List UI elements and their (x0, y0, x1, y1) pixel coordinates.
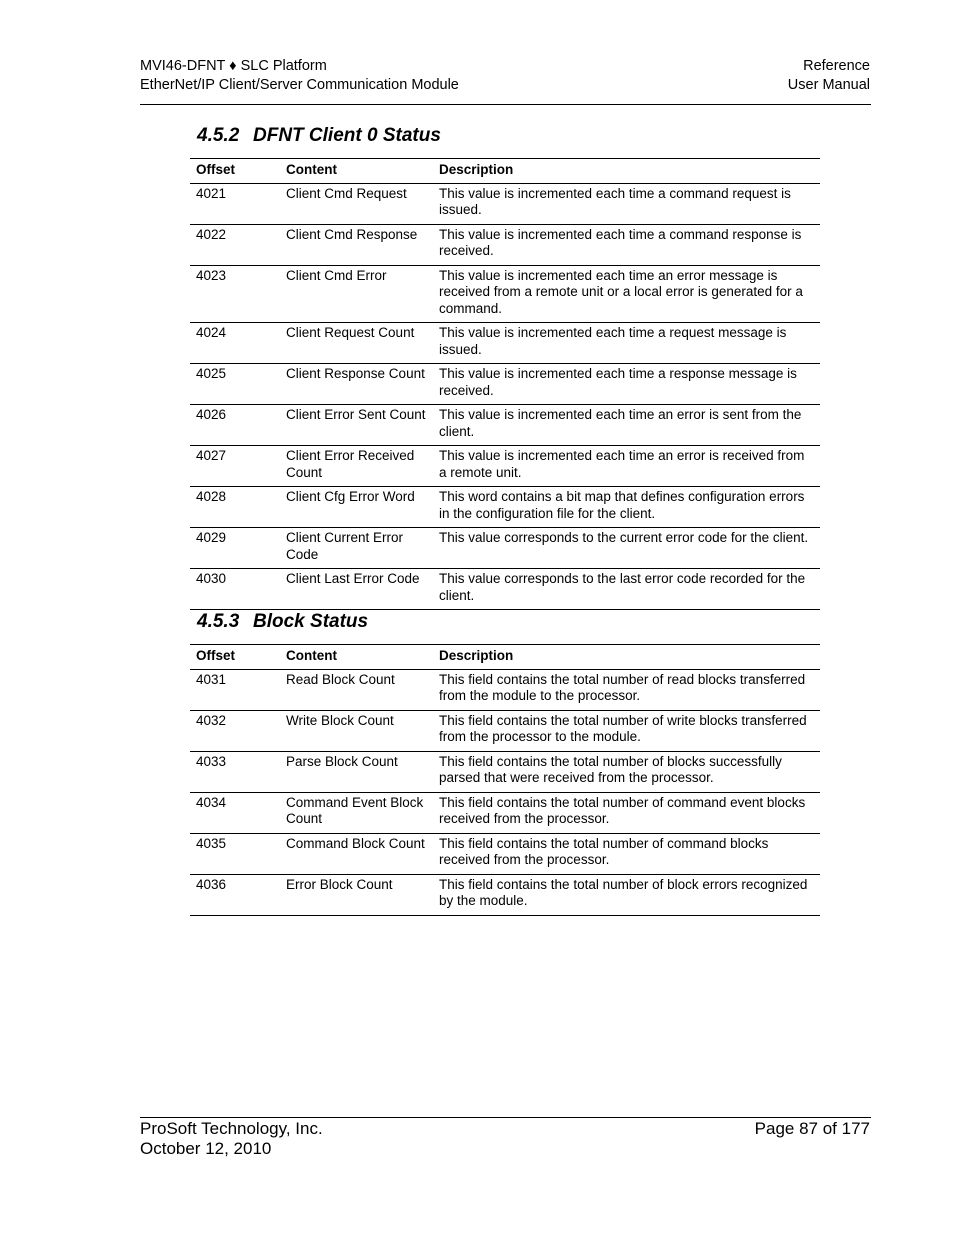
offset-cell: 4027 (196, 448, 227, 463)
section-heading-client-status (197, 125, 441, 147)
table-row (190, 446, 820, 487)
content-cell: Client Cmd Request (286, 185, 407, 201)
table-row (190, 669, 820, 710)
offset-cell: 4035 (196, 835, 227, 851)
header-right (788, 57, 870, 95)
table-header-row (190, 159, 820, 184)
offset-cell: 4021 (196, 185, 227, 201)
doc-type-label: User Manual (787, 77, 870, 93)
section-title: DFNT Client 0 Status (253, 125, 441, 146)
description-cell: This value corresponds to the last error code recorded for the client. (439, 571, 806, 603)
content-cell: Client Last Error Code (286, 571, 420, 586)
doc-section-label: Reference (803, 58, 870, 74)
table-row (190, 364, 820, 405)
table-header-row (190, 645, 820, 670)
content-cell: Client Error Received Count (286, 448, 415, 480)
content-cell: Client Cmd Error (286, 267, 387, 283)
content-cell: Client Response Count (286, 366, 425, 381)
description-cell: This value is incremented each time an error is sent from the client. (439, 407, 802, 439)
content-cell: Error Block Count (286, 876, 393, 892)
header-left (140, 57, 459, 95)
section-number: 4.5.3 (197, 611, 240, 632)
offset-cell: 4024 (196, 325, 227, 340)
content-cell: Client Request Count (286, 325, 415, 340)
description-cell: This field contains the total number of blocks successfully parsed that were received from the processor. (439, 753, 782, 785)
block-status-table (190, 644, 820, 916)
description-cell: This value is incremented each time a response message is received. (439, 366, 797, 398)
content-cell: Command Event Block Count (286, 794, 424, 826)
table-row (190, 405, 820, 446)
content-cell: Client Current Error Code (286, 530, 404, 562)
table-row (190, 710, 820, 751)
footer-divider (140, 1117, 871, 1118)
header-divider (140, 104, 871, 105)
content-cell: Write Block Count (286, 712, 394, 728)
offset-cell: 4033 (196, 753, 227, 769)
column-header-offset: Offset (196, 648, 236, 663)
company-name: ProSoft Technology, Inc. (140, 1119, 323, 1138)
description-cell: This field contains the total number of command blocks received from the processor. (439, 835, 769, 867)
offset-cell: 4034 (196, 794, 227, 810)
section-title: Block Status (253, 611, 369, 632)
offset-cell: 4023 (196, 267, 227, 283)
offset-cell: 4025 (196, 366, 227, 381)
publish-date: October 12, 2010 (140, 1139, 272, 1158)
content-cell: Parse Block Count (286, 753, 398, 769)
page-number: Page 87 of 177 (754, 1119, 870, 1138)
content-cell: Read Block Count (286, 671, 395, 687)
content-cell: Client Error Sent Count (286, 407, 426, 422)
table-row (190, 183, 820, 224)
table-row (190, 751, 820, 792)
description-cell: This value is incremented each time a command response is received. (439, 226, 802, 258)
description-cell: This value is incremented each time a request message is issued. (439, 325, 787, 357)
description-cell: This field contains the total number of block errors recognized by the module. (439, 876, 808, 908)
table-row (190, 528, 820, 569)
table-row (190, 874, 820, 915)
module-title: EtherNet/IP Client/Server Communication Module (140, 77, 459, 93)
description-cell: This field contains the total number of command event blocks received from the processor. (439, 794, 806, 826)
description-cell: This value is incremented each time a command request is issued. (439, 185, 791, 217)
table-row (190, 487, 820, 528)
offset-cell: 4029 (196, 530, 227, 545)
table-row (190, 792, 820, 833)
section-number: 4.5.2 (197, 125, 240, 146)
description-cell: This field contains the total number of read blocks transferred from the module to the processor. (439, 671, 806, 703)
table-row (190, 569, 820, 610)
table-row (190, 833, 820, 874)
offset-cell: 4031 (196, 671, 227, 687)
offset-cell: 4030 (196, 571, 227, 586)
client-status-table (190, 158, 820, 610)
table-row (190, 265, 820, 323)
offset-cell: 4032 (196, 712, 227, 728)
content-cell: Client Cfg Error Word (286, 489, 415, 504)
content-cell: Command Block Count (286, 835, 425, 851)
content-cell: Client Cmd Response (286, 226, 418, 242)
section-heading-block-status (197, 611, 368, 633)
table-row (190, 323, 820, 364)
column-header-offset: Offset (196, 162, 236, 177)
description-cell: This value is incremented each time an error message is received from a remote unit or a local error is generated for a command. (439, 267, 803, 316)
column-header-content: Content (286, 162, 337, 177)
column-header-description: Description (439, 162, 514, 177)
description-cell: This value corresponds to the current error code for the client. (439, 530, 809, 545)
table-row (190, 224, 820, 265)
description-cell: This value is incremented each time an error is received from a remote unit. (439, 448, 805, 480)
footer-left (140, 1119, 323, 1159)
offset-cell: 4028 (196, 489, 227, 504)
column-header-content: Content (286, 648, 337, 663)
offset-cell: 4022 (196, 226, 227, 242)
offset-cell: 4036 (196, 876, 227, 892)
description-cell: This word contains a bit map that defines configuration errors in the configuration file for the client. (439, 489, 805, 521)
column-header-description: Description (439, 648, 514, 663)
offset-cell: 4026 (196, 407, 227, 422)
description-cell: This field contains the total number of write blocks transferred from the processor to the module. (439, 712, 807, 744)
product-title: MVI46-DFNT ♦ SLC Platform (140, 58, 327, 74)
